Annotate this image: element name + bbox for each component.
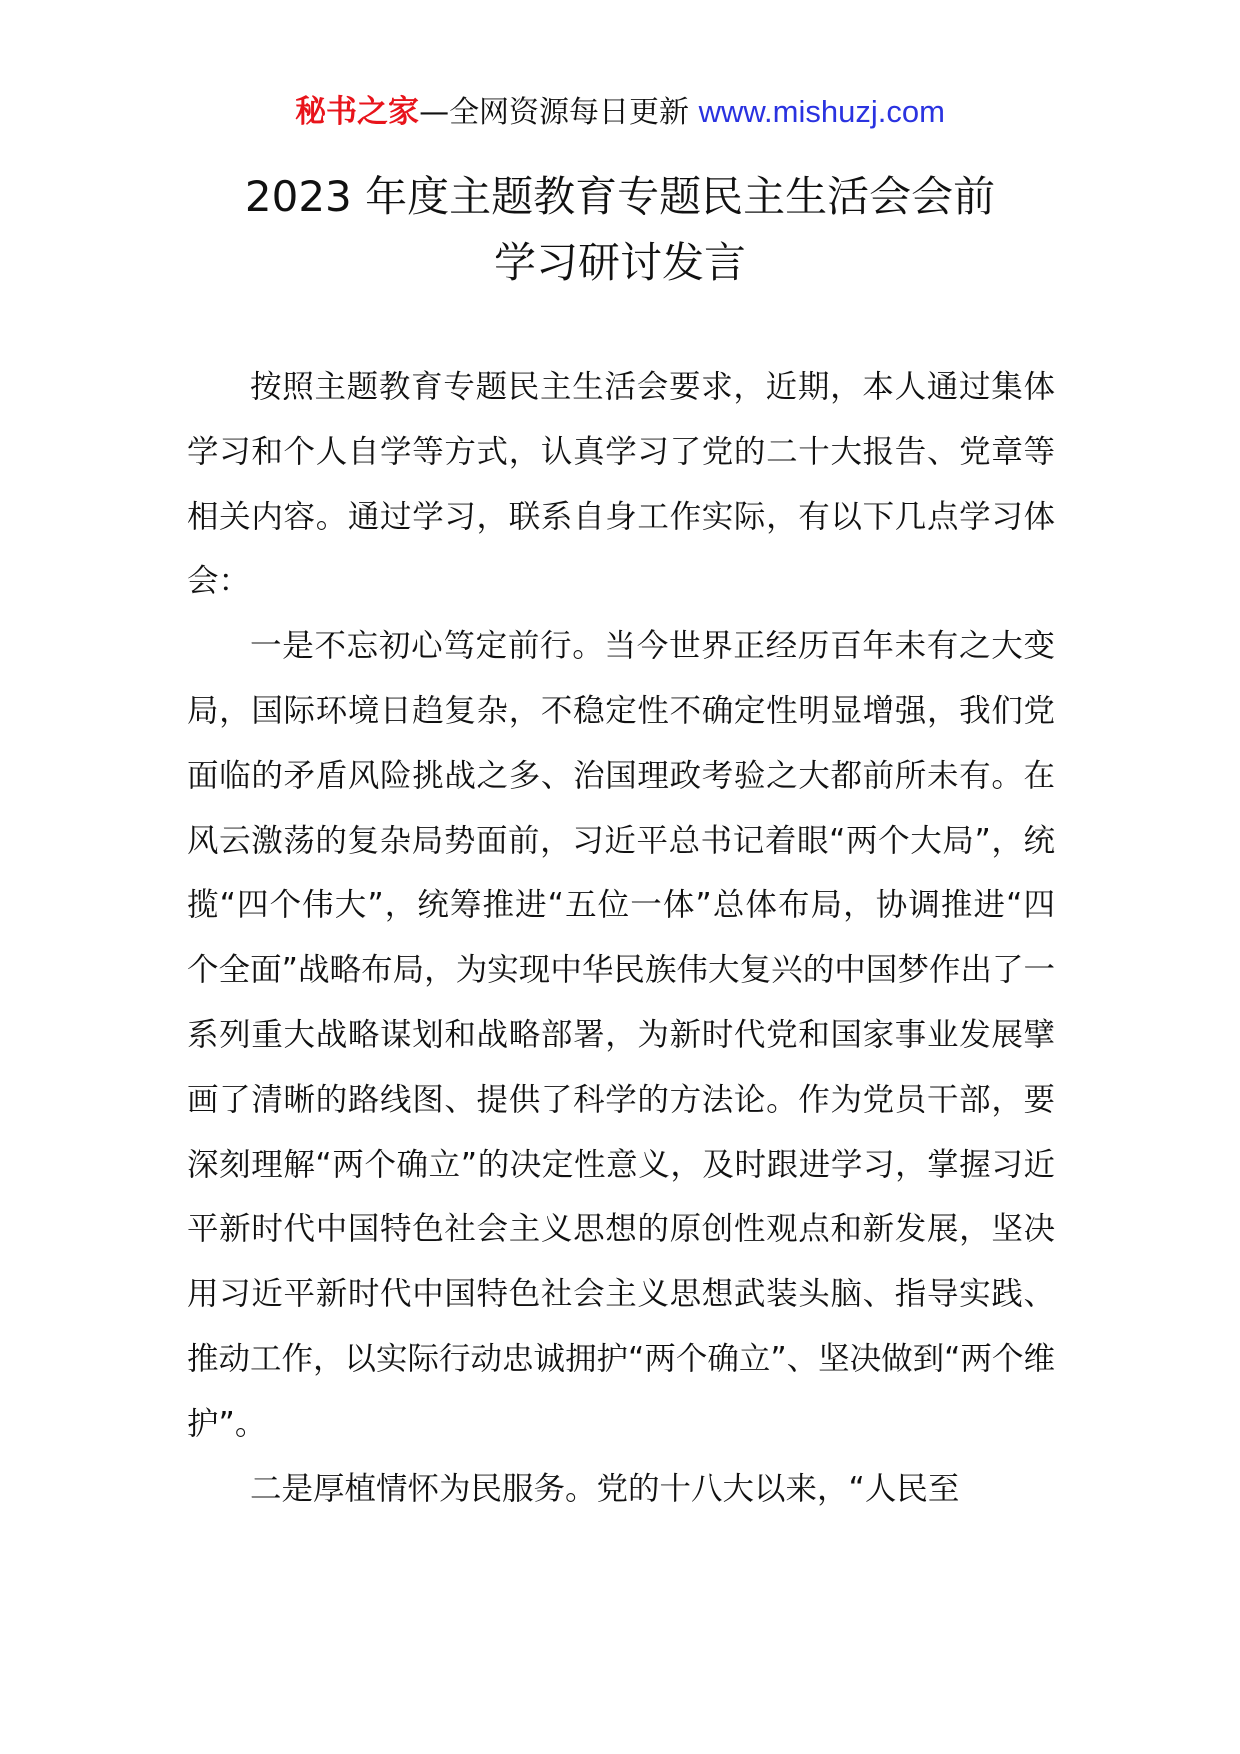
paragraph-point-one: 一是不忘初心笃定前行。当今世界正经历百年未有之大变局，国际环境日趋复杂，不稳定性不确定性明显增强，我们党面临的矛盾风险挑战之多、治国理政考验之大都前所未有。在风云激荡的复杂局势面前，习近平总书记着眼“两个大局”，统揽“四个伟大”，统筹推进“五位一体”总体布局，协调推进“四个全面”战略布局，为实现中华民族伟大复兴的中国梦作出了一系列重大战略谋划和战略部署，为新时代党和国家事业发展擘画了清晰的路线图、提供了科学的方法论。作为党员干部，要深刻理解“两个确立”的决定性意义，及时跟进学习，掌握习近平新时代中国特色社会主义思想的原创性观点和新发展，坚决用习近平新时代中国特色社会主义思想武装头脑、指导实践、推动工作，以实际行动忠诚拥护“两个确立”、坚决做到“两个维护”。 [187, 628, 1055, 1442]
paragraph-point-two: 二是厚植情怀为民服务。党的十八大以来，“人民至 [250, 1470, 960, 1507]
document-title-line-1: 2023 年度主题教育专题民主生活会会前 [244, 172, 996, 221]
watermark-header [0, 92, 1240, 133]
site-url-link[interactable]: www.mishuzj.com [698, 94, 945, 129]
document-body [187, 355, 1055, 1521]
document-title-line-2: 学习研讨发言 [493, 238, 746, 287]
header-tagline: —全网资源每日更新 [419, 95, 699, 130]
paragraph-intro: 按照主题教育专题民主生活会要求，近期，本人通过集体学习和个人自学等方式，认真学习了党的二十大报告、党章等相关内容。通过学习，联系自身工作实际，有以下几点学习体会： [187, 369, 1055, 600]
brand-name: 秘书之家 [295, 94, 420, 130]
document-title [0, 164, 1240, 296]
